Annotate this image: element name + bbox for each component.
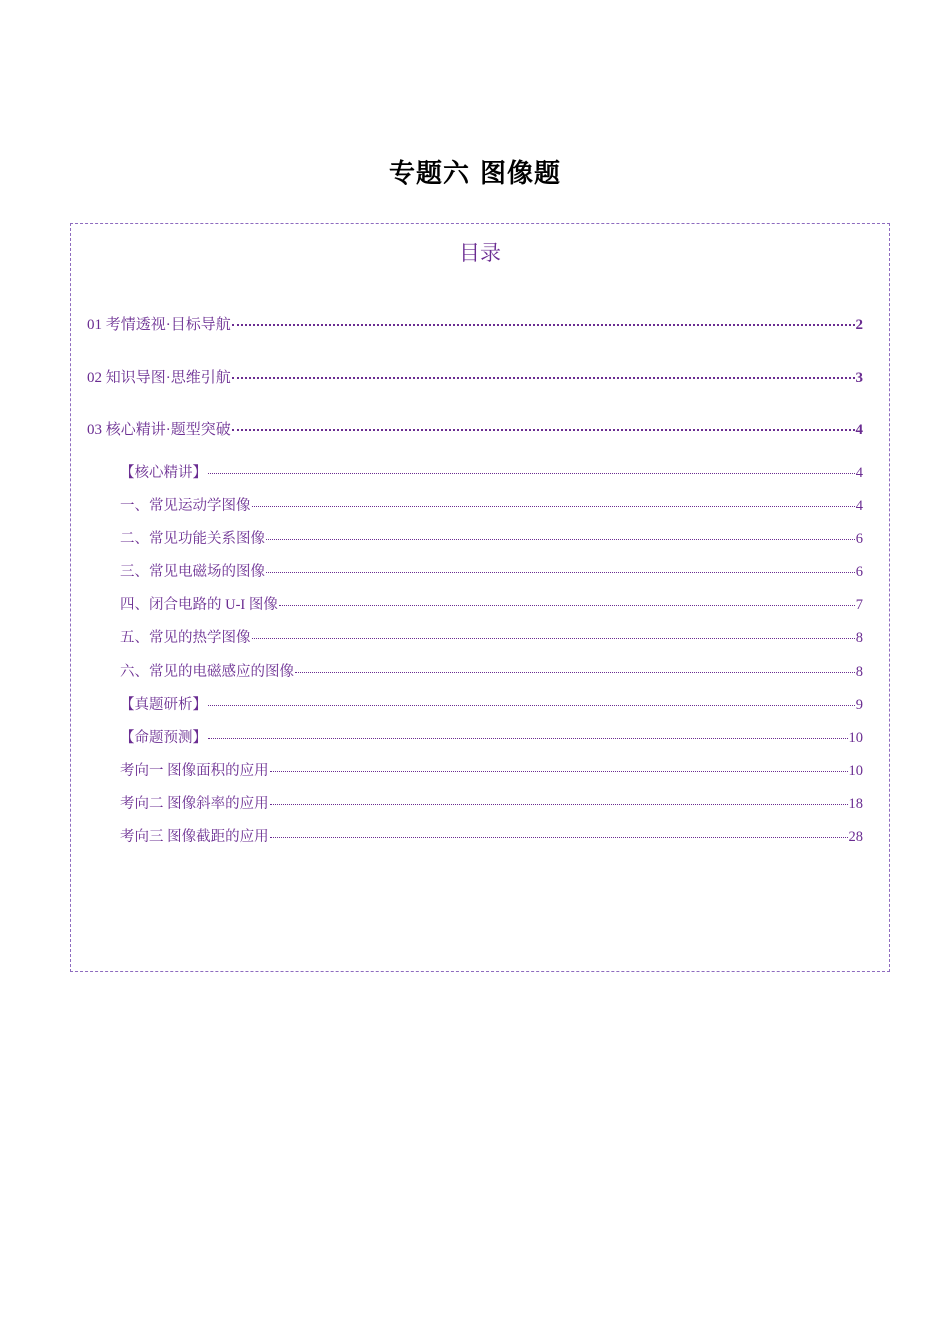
dot-leader [270, 771, 848, 772]
toc-entry-label: 二、常见功能关系图像 [120, 531, 265, 547]
toc-page-number: 3 [855, 370, 863, 386]
dot-leader [295, 672, 855, 673]
toc-page-number: 28 [848, 829, 863, 845]
toc-entry-label: 考向二 图像斜率的应用 [120, 796, 269, 812]
toc-page-number: 8 [855, 630, 863, 646]
dot-leader [208, 473, 855, 474]
toc-entry-label: 01 考情透视·目标导航 [87, 317, 231, 333]
toc-page-number: 7 [855, 597, 863, 613]
toc-entry-area[interactable] [120, 759, 863, 780]
toc-entry-label: 四、闭合电路的 U-I 图像 [120, 597, 278, 613]
toc-entry-label: 考向一 图像面积的应用 [120, 763, 269, 779]
dot-leader [232, 324, 855, 326]
toc-entry-core-lecture[interactable] [87, 418, 863, 439]
toc-entry-intercept[interactable] [120, 825, 863, 846]
toc-entry-induction[interactable] [120, 660, 863, 681]
toc-page-number: 8 [855, 664, 863, 680]
toc-entry-slope[interactable] [120, 792, 863, 813]
dot-leader [252, 638, 855, 639]
toc-page-number: 6 [855, 564, 863, 580]
toc-entry-knowledge-map[interactable] [87, 366, 863, 387]
toc-entry-past-exams[interactable] [120, 693, 863, 714]
toc-entry-label: 六、常见的电磁感应的图像 [120, 664, 294, 680]
toc-entry-label: 一、常见运动学图像 [120, 498, 251, 514]
toc-page-number: 4 [855, 465, 863, 481]
dot-leader [232, 429, 855, 431]
toc-entry-overview[interactable] [87, 313, 863, 334]
dot-leader [266, 539, 855, 540]
toc-entry-label: 五、常见的热学图像 [120, 630, 251, 646]
dot-leader [208, 738, 848, 739]
toc-page-number: 2 [855, 317, 863, 333]
dot-leader [208, 705, 855, 706]
dot-leader [279, 605, 855, 606]
page-title: 专题六 图像题 [388, 159, 562, 189]
toc-entry-label: 考向三 图像截距的应用 [120, 829, 269, 845]
toc-entry-label: 03 核心精讲·题型突破 [87, 422, 231, 438]
toc-entry-energy[interactable] [120, 527, 863, 548]
toc-page-number: 18 [848, 796, 863, 812]
dot-leader [232, 377, 855, 379]
toc-entry-thermal[interactable] [120, 626, 863, 647]
toc-page-number: 10 [848, 730, 863, 746]
toc-entry-label: 02 知识导图·思维引航 [87, 370, 231, 386]
dot-leader [270, 837, 848, 838]
toc-entry-label: 【真题研析】 [120, 697, 207, 713]
toc-page-number: 10 [848, 763, 863, 779]
table-of-contents [70, 223, 890, 972]
toc-page-number: 4 [855, 422, 863, 438]
dot-leader [270, 804, 848, 805]
toc-entry-label: 三、常见电磁场的图像 [120, 564, 265, 580]
toc-entry-kinematics[interactable] [120, 494, 863, 515]
toc-heading: 目录 [459, 241, 501, 265]
toc-page-number: 6 [855, 531, 863, 547]
dot-leader [252, 506, 855, 507]
toc-page-number: 9 [855, 697, 863, 713]
toc-entry-em-field[interactable] [120, 560, 863, 581]
dot-leader [266, 572, 855, 573]
toc-entry-label: 【命题预测】 [120, 730, 207, 746]
toc-page-number: 4 [855, 498, 863, 514]
toc-entry-predictions[interactable] [120, 726, 863, 747]
toc-entry-ui-graph[interactable] [120, 593, 863, 614]
toc-entry-label: 【核心精讲】 [120, 465, 207, 481]
toc-entry-core-section[interactable] [120, 461, 863, 482]
